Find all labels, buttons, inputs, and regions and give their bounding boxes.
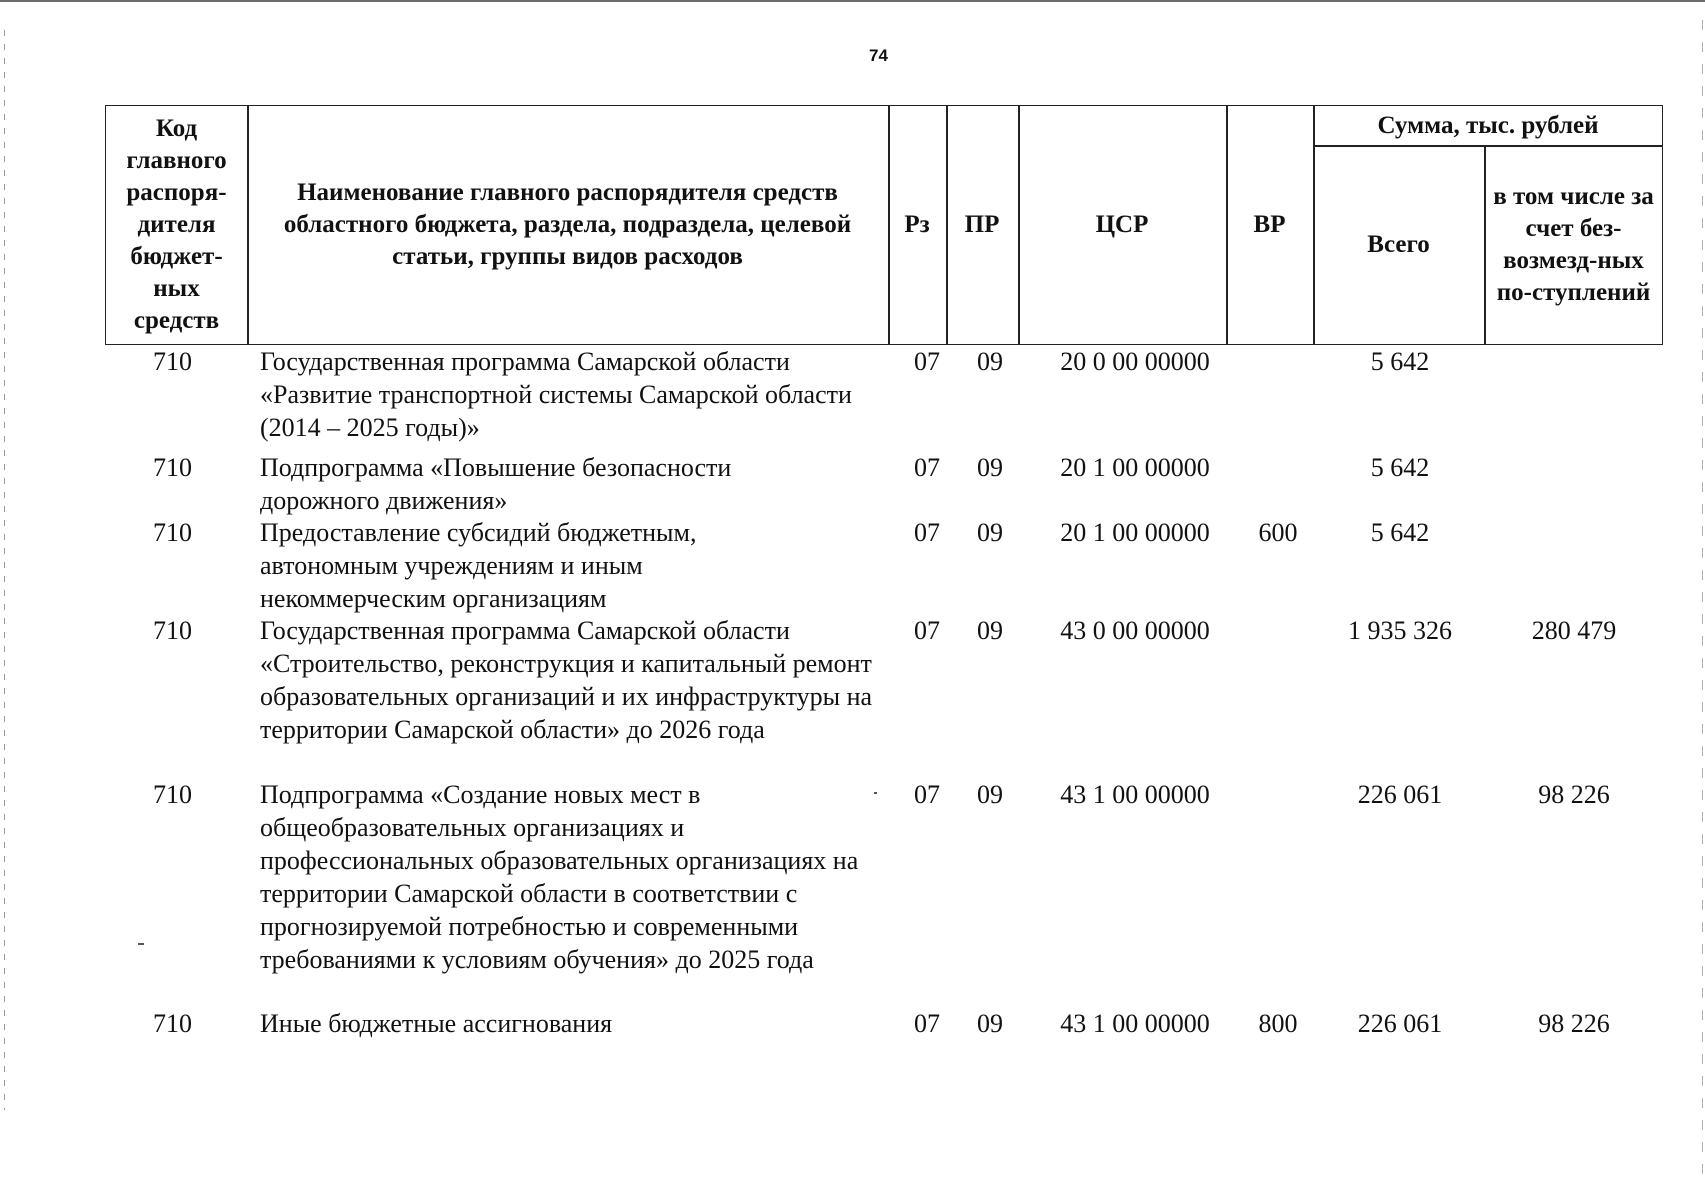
page-number: 74 (869, 46, 888, 65)
header-rz: Рз (904, 211, 930, 238)
row-vr: 800 (1258, 1009, 1298, 1038)
header-vr: ВР (1253, 211, 1286, 238)
row-total: 5 642 (1370, 347, 1430, 376)
row-code: 710 (153, 1009, 192, 1038)
row-pr: 09 (977, 453, 1003, 482)
row-rz: 07 (914, 1009, 940, 1038)
row-name: Государственная программа Самарской области «Развитие транспортной системы Самарской области (2014 – 2025 годы)» (260, 347, 852, 442)
row-csr: 43 1 00 00000 (1060, 1009, 1210, 1038)
row-csr: 20 1 00 00000 (1060, 453, 1210, 482)
row-code: 710 (153, 518, 192, 547)
row-name: Подпрограмма «Повышение безопасности дорожного движения» (260, 453, 732, 515)
row-pr: 09 (977, 518, 1003, 547)
row-vr: 600 (1258, 518, 1298, 547)
row-total: 226 061 (1357, 1009, 1443, 1038)
row-csr: 20 0 00 00000 (1060, 347, 1210, 376)
row-name: Иные бюджетные ассигнования (260, 1009, 613, 1038)
row-free: 98 226 (1538, 780, 1610, 809)
header-sum: Сумма, тыс. рублей (1377, 111, 1599, 139)
row-name: Предоставление субсидий бюджетным, автономным учреждениям и иным некоммерческим организациям (260, 518, 697, 613)
row-rz: 07 (914, 616, 940, 645)
header-csr: ЦСР (1095, 211, 1149, 238)
row-rz: 07 (914, 347, 940, 376)
row-total: 1 935 326 (1348, 616, 1452, 645)
row-code: 710 (153, 347, 192, 376)
row-free: 98 226 (1538, 1009, 1610, 1038)
row-csr: 43 0 00 00000 (1060, 616, 1210, 645)
row-total: 5 642 (1370, 453, 1430, 482)
row-code: 710 (153, 453, 192, 482)
scan-speck (138, 943, 144, 945)
header-name: Наименование главного распорядителя средств областного бюджета, раздела, подраздела, целевой статьи, группы видов расходов (283, 179, 852, 270)
row-name: Подпрограмма «Создание новых мест в общеобразовательных организациях и профессиональных образовательных организациях на территории Самарской области в соответствии с прогнозируемой потребностью и современными требованиями к условиям обучения» до 2025 года (260, 780, 859, 974)
row-total: 226 061 (1357, 780, 1443, 809)
row-csr: 20 1 00 00000 (1060, 518, 1210, 547)
row-rz: 07 (914, 453, 940, 482)
scan-right-edge (1702, 20, 1703, 1180)
row-pr: 09 (977, 616, 1003, 645)
table-header (105, 105, 1663, 345)
header-pr: ПР (964, 211, 1000, 238)
row-rz: 07 (914, 518, 940, 547)
row-total: 5 642 (1370, 518, 1430, 547)
row-rz: 07 (914, 780, 940, 809)
header-total: Всего (1367, 231, 1430, 258)
scan-top-edge (0, 0, 1705, 2)
row-code: 710 (153, 780, 192, 809)
row-code: 710 (153, 616, 192, 645)
header-code: Код главного распоря-дителя бюджет-ных средств (126, 115, 227, 334)
header-free: в том числе за счет без-возмезд-ных по-ступлений (1493, 183, 1654, 306)
row-pr: 09 (977, 780, 1003, 809)
row-pr: 09 (977, 347, 1003, 376)
row-pr: 09 (977, 1009, 1003, 1038)
row-csr: 43 1 00 00000 (1060, 780, 1210, 809)
scan-left-edge (4, 30, 5, 1110)
row-free: 280 479 (1531, 616, 1617, 645)
row-name: Государственная программа Самарской области «Строительство, реконструкция и капитальный ремонт образовательных организаций и их инфраструктуры на территории Самарской области» до 2026 года (260, 616, 873, 744)
